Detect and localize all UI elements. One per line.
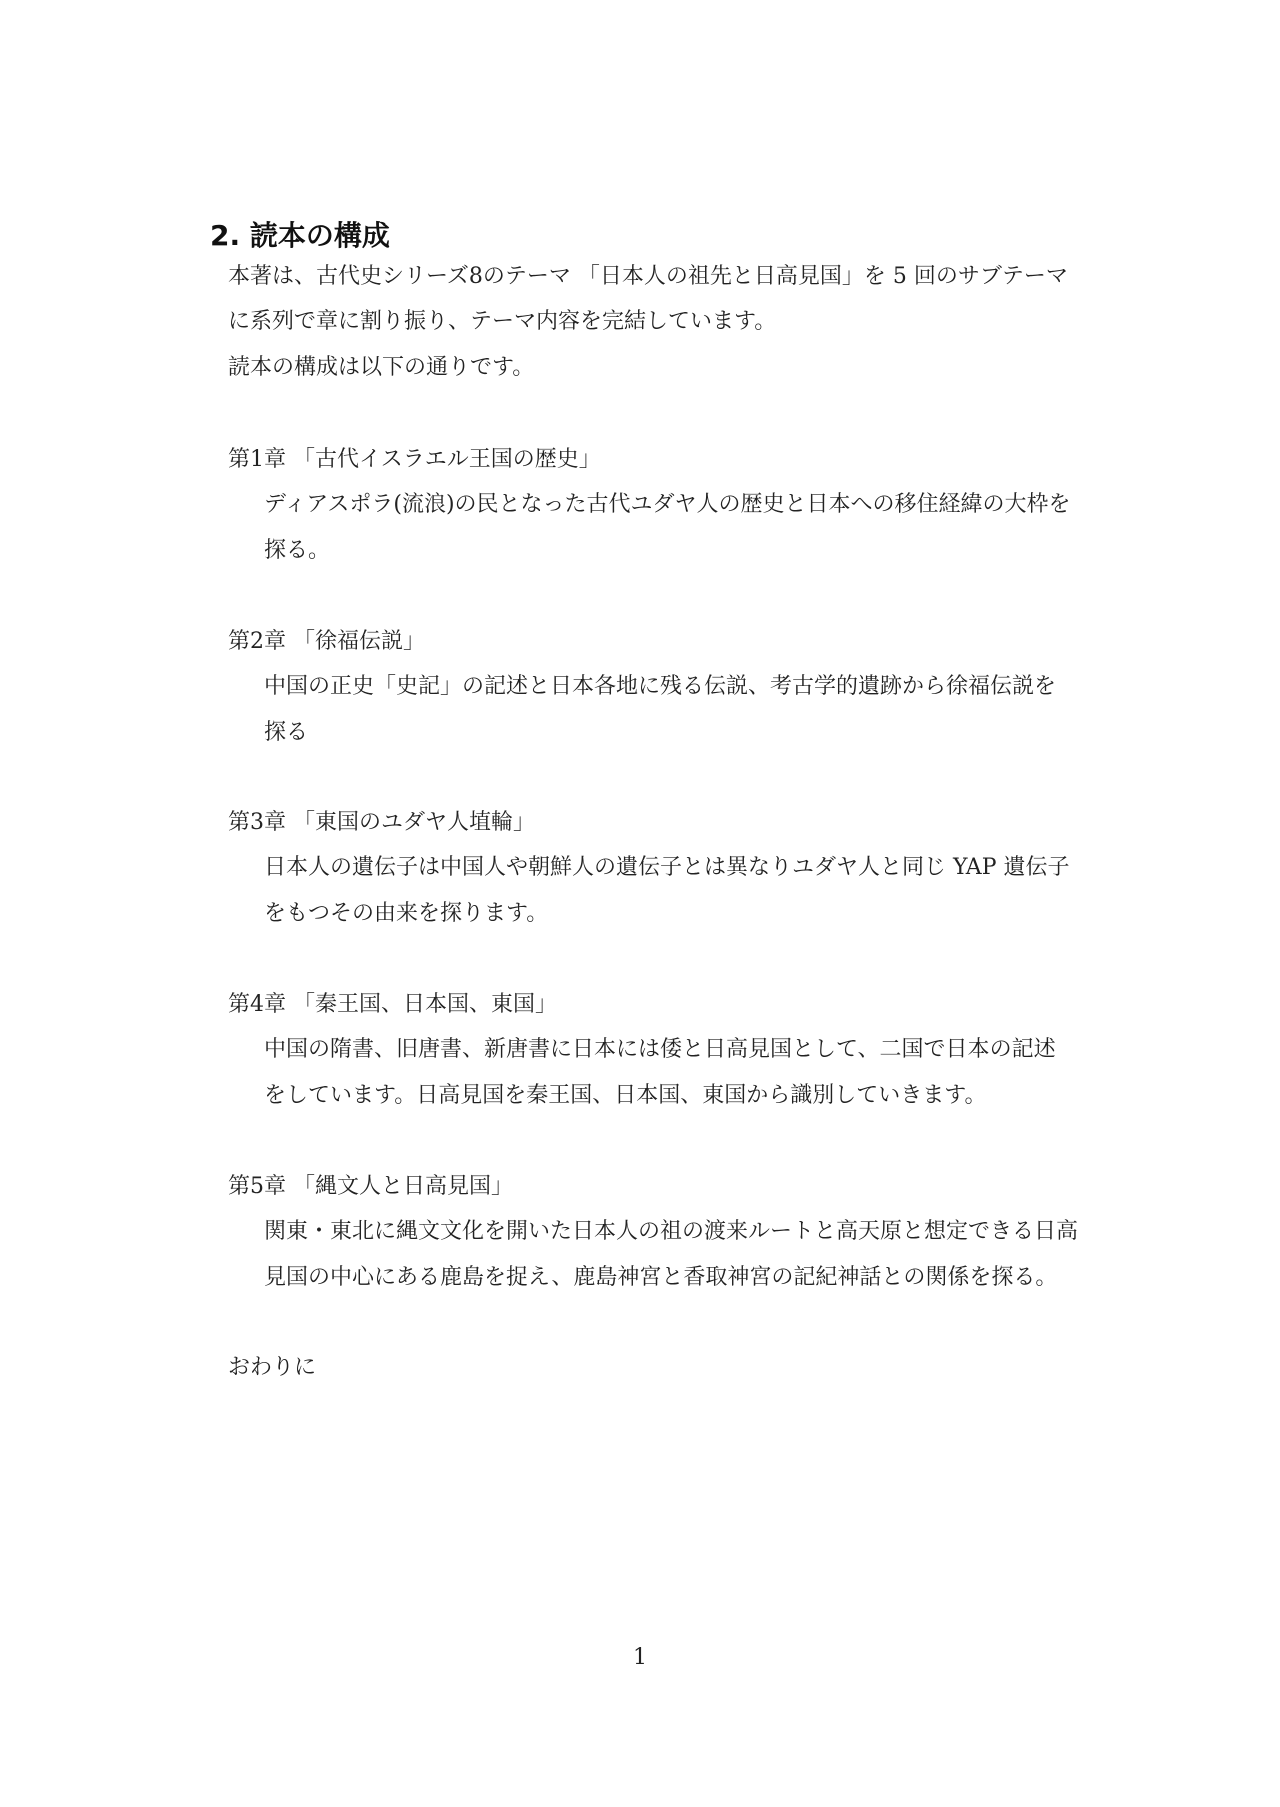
section-heading: 2. 読本の構成 [210, 219, 390, 252]
chapter-4-title: 第4章 「秦王国、日本国、東国」 [228, 992, 557, 1017]
intro-line: に系列で章に割り振り、テーマ内容を完結しています。 [228, 309, 777, 334]
chapter-4-description: をしています。日高見国を秦王国、日本国、東国から識別していきます。 [264, 1083, 987, 1108]
chapter-2-description: 中国の正史「史記」の記述と日本各地に残る伝説、考古学的遺跡から徐福伝説を [264, 674, 1057, 699]
intro-line: 読本の構成は以下の通りです。 [228, 355, 535, 380]
chapter-3-title: 第3章 「東国のユダヤ人埴輪」 [228, 810, 535, 835]
intro-line: 本著は、古代史シリーズ8のテーマ 「日本人の祖先と日高見国」を 5 回のサブテーマ [228, 264, 1068, 289]
chapter-1-title: 第1章 「古代イスラエル王国の歴史」 [228, 447, 601, 472]
chapter-3-description: 日本人の遺伝子は中国人や朝鮮人の遺伝子とは異なりユダヤ人と同じ YAP 遺伝子 [264, 855, 1070, 880]
chapter-5-description: 見国の中心にある鹿島を捉え、鹿島神宮と香取神宮の記紀神話との関係を探る。 [264, 1265, 1058, 1290]
chapter-1-description: 探る。 [264, 538, 331, 563]
page-number: 1 [633, 1645, 647, 1670]
chapter-5-description: 関東・東北に縄文文化を開いた日本人の祖の渡来ルートと高天原と想定できる日高 [264, 1219, 1079, 1244]
chapter-2-description: 探る [264, 720, 309, 745]
chapter-1-description: ディアスポラ(流浪)の民となった古代ユダヤ人の歴史と日本への移住経緯の大枠を [264, 492, 1071, 517]
chapter-2-title: 第2章 「徐福伝説」 [228, 629, 425, 654]
closing-title: おわりに [228, 1355, 317, 1380]
chapter-3-description: をもつその由来を探ります。 [264, 901, 549, 926]
chapter-5-title: 第5章 「縄文人と日高見国」 [228, 1174, 513, 1199]
chapter-4-description: 中国の隋書、旧唐書、新唐書に日本には倭と日高見国として、二国で日本の記述 [264, 1037, 1056, 1062]
